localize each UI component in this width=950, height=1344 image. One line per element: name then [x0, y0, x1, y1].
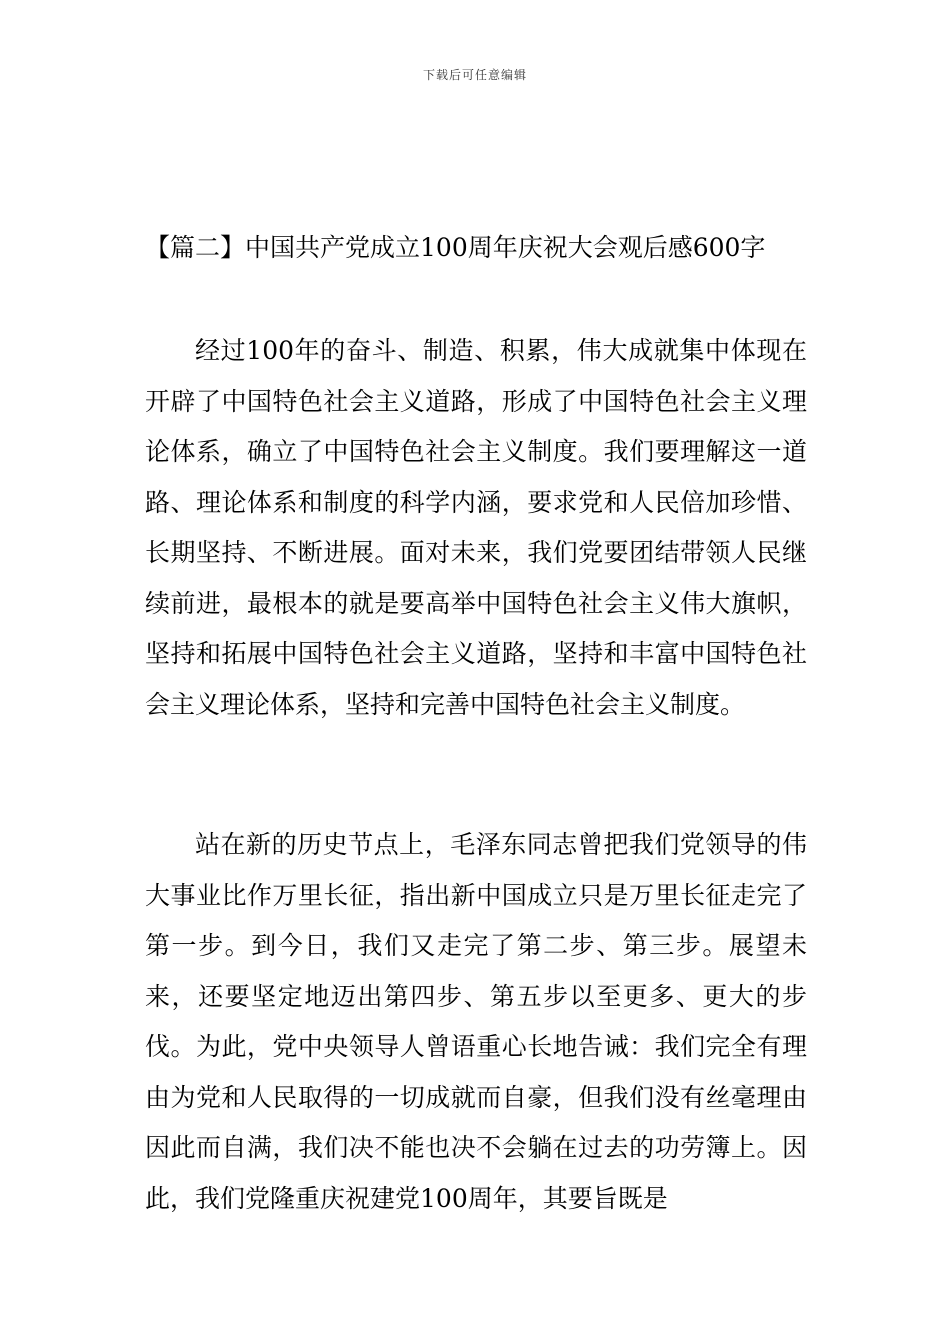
body-paragraph-1: 经过100年的奋斗、制造、积累，伟大成就集中体现在开辟了中国特色社会主义道路，形成了中国特色社会主义理论体系，确立了中国特色社会主义制度。我们要理解这一道路、理论体系和制度的科学内涵，要求党和人民倍加珍惜、长期坚持、不断进展。面对未来，我们党要团结带领人民继续前进，最根本的就是要高举中国特色社会主义伟大旗帜，坚持和拓展中国特色社会主义道路，坚持和丰富中国特色社会主义理论体系，坚持和完善中国特色社会主义制度。 — [145, 336, 807, 719]
header-note: 下载后可任意编辑 — [422, 68, 527, 82]
body-paragraph-2: 站在新的历史节点上，毛泽东同志曾把我们党领导的伟大事业比作万里长征，指出新中国成立只是万里长征走完了第一步。到今日，我们又走完了第二步、第三步。展望未来，还要坚定地迈出第四步、第五步以至更多、更大的步伐。为此，党中央领导人曾语重心长地告诫：我们完全有理由为党和人民取得的一切成就而自豪，但我们没有丝毫理由因此而自满，我们决不能也决不会躺在过去的功劳簿上。因此，我们党隆重庆祝建党100周年，其要旨既是 — [145, 830, 807, 1213]
document-title: 【篇二】中国共产党成立100周年庆祝大会观后感600字 — [145, 233, 766, 262]
